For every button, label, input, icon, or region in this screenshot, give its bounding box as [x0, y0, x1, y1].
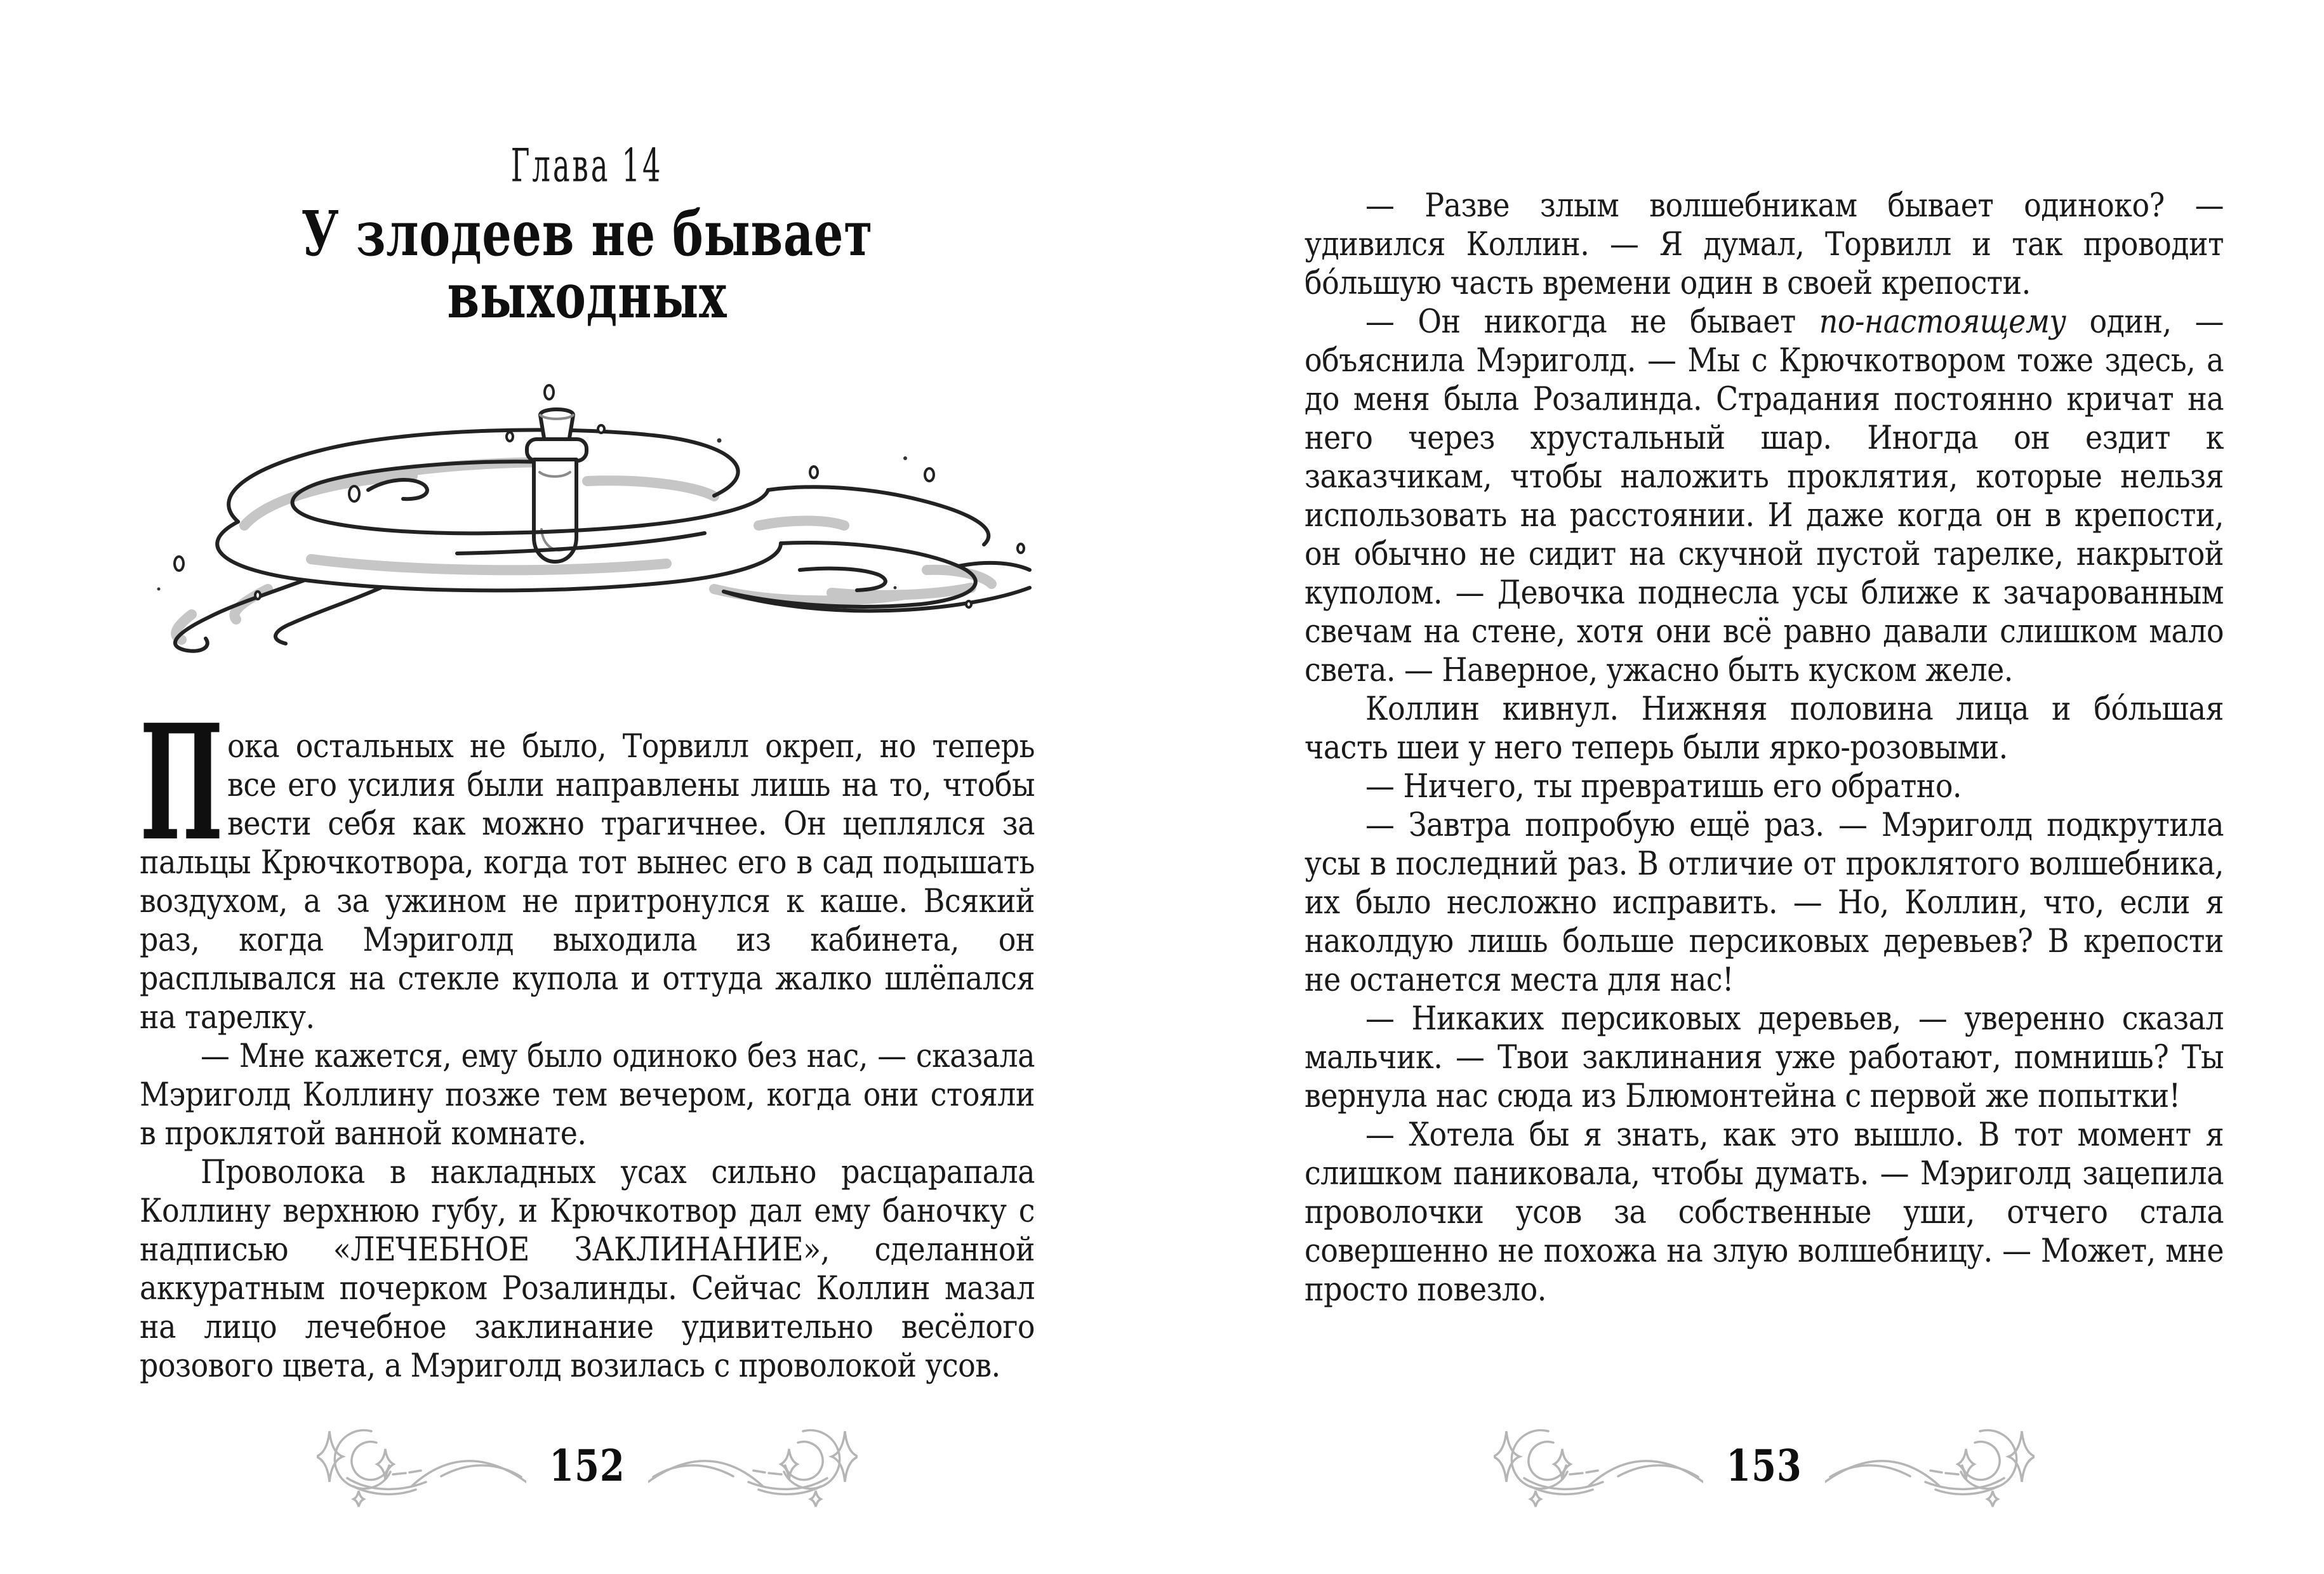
text-run: — Хотела бы я знать, как это вышло. В тот момент я слишком паниковала, чтобы думать. — Мэриголд зацепила проволочки усов за собственные уши, отчего стала совершенно не похожа на злую волшебницу. — Может, мне просто повезло.: [1305, 1116, 2224, 1309]
text-run: ока остальных не было, Торвилл окреп, но теперь все его усилия были направлены лишь на то, чтобы вести себя как можно трагичнее. Он цеплялся за пальцы Крючкотвора, когда тот вынес его в сад подышать воздухом, а за ужином не притронулся к каше. Всякий раз, когда Мэриголд выходила из кабинета, он расплывался на стекле купола и оттуда жалко шлёпался на тарелку.: [140, 728, 1035, 1036]
left-page-footer: [140, 1425, 1035, 1507]
body-paragraph: [1305, 303, 2224, 690]
potion-vial-icon: [140, 378, 1035, 678]
page-number: 152: [549, 1440, 625, 1491]
sparkle-flourish-icon: [1494, 1425, 1703, 1507]
sparkle-flourish-icon: [648, 1425, 858, 1507]
right-page-text: [1305, 187, 2224, 1309]
italic-text: по-настоящему: [1819, 303, 2066, 341]
text-run: — Он никогда не бывает: [1365, 303, 1819, 341]
sparkle-flourish-icon: [317, 1425, 526, 1507]
text-run: — Завтра попробую ещё раз. — Мэриголд подкрутила усы в последний раз. В отличие от проклятого волшебника, их было несложно исправить. — Но, Коллин, что, если я наколдую лишь больше персиковых деревьев? В крепости не останется места для нас!: [1305, 807, 2224, 999]
body-paragraph: [140, 1153, 1035, 1386]
page-right: [1305, 0, 2224, 1574]
body-paragraph: [1305, 806, 2224, 1000]
text-run: Коллин кивнул. Нижняя половина лица и бо́льшая часть шеи у него теперь были ярко-розовыми.: [1305, 691, 2224, 767]
text-run: — Разве злым волшебникам бывает одиноко? — удивился Коллин. — Я думал, Торвилл и так проводит бо́льшую часть времени один в своей крепости.: [1305, 187, 2224, 302]
text-run: — Никаких персиковых деревьев, — уверенно сказал мальчик. — Твои заклинания уже работают, помнишь? Ты вернула нас сюда из Блюмонтейна с первой же попытки!: [1305, 1000, 2224, 1115]
chapter-label: [140, 141, 1035, 192]
body-paragraph: [1305, 690, 2224, 767]
body-paragraph: [140, 689, 1035, 1037]
chapter-label-text: Глава 14: [511, 140, 663, 193]
chapter-title-line2: выходных: [447, 259, 727, 333]
vial-swirl-illustration: [140, 378, 1035, 678]
left-page-text: [140, 689, 1035, 1386]
body-paragraph: [1305, 1116, 2224, 1309]
body-paragraph: [1305, 1000, 2224, 1116]
body-paragraph: [1305, 187, 2224, 303]
page-left: [140, 0, 1035, 1574]
right-page-footer: [1305, 1425, 2224, 1507]
chapter-title: [140, 197, 1035, 333]
text-run: один, — объяснила Мэриголд. — Мы с Крючкотвором тоже здесь, а до меня была Розалинда. Страдания постоянно кричат на него через хрустальный шар. Иногда он ездит к заказчикам, чтобы наложить проклятия, которые нельзя использовать на расстоянии. И даже когда он в крепости, он обычно не сидит на скучной пустой тарелке, накрытой куполом. — Девочка поднесла усы ближе к зачарованным свечам на стене, хотя они всё равно давали слишком мало света. — Наверное, ужасно быть куском желе.: [1305, 303, 2224, 689]
text-run: Проволока в накладных усах сильно расцарапала Коллину верхнюю губу, и Крючкотвор дал ему баночку с надписью «ЛЕЧЕБНОЕ ЗАКЛИНАНИЕ», сделанной аккуратным почерком Розалинды. Сейчас Коллин мазал на лицо лечебное заклинание удивительно весёлого розового цвета, а Мэриголд возилась с проволокой усов.: [140, 1154, 1035, 1385]
drop-cap: П: [140, 689, 223, 876]
text-run: — Ничего, ты превратишь его обратно.: [1365, 768, 1962, 805]
sparkle-flourish-icon: [1825, 1425, 2035, 1507]
chapter-title-line1: У злодеев не бывает: [301, 197, 873, 270]
page-number: 153: [1726, 1440, 1802, 1491]
body-paragraph: [140, 1037, 1035, 1153]
body-paragraph: [1305, 767, 2224, 806]
text-run: — Мне кажется, ему было одиноко без нас, — сказала Мэриголд Коллину позже тем вечером, когда они стояли в проклятой ванной комнате.: [140, 1038, 1035, 1153]
